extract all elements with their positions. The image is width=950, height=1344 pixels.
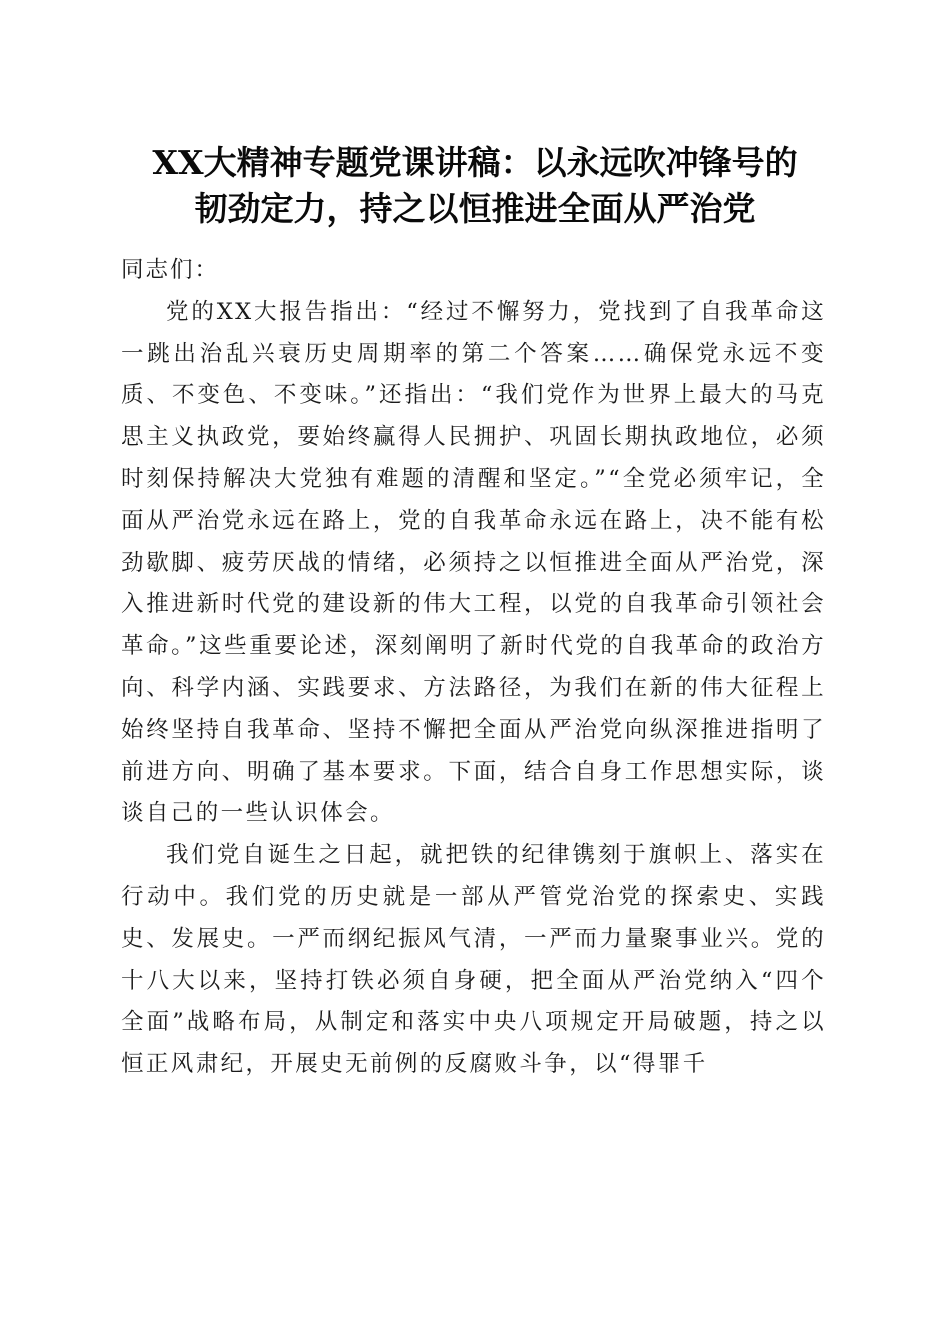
title-line-2: 韧劲定力，持之以恒推进全面从严治党 (194, 189, 756, 228)
paragraph: 我们党自诞生之日起，就把铁的纪律镌刻于旗帜上、落实在行动中。我们党的历史就是一部从严管党治党的探索史、实践史、发展史。一严而纲纪振风气清，一严而力量聚事业兴。党的十八大以来，坚持打铁必须自身硬，把全面从严治党纳入“四个全面”战略布局，从制定和落实中央八项规定开局破题，持之以恒正风肃纪，开展史无前例的反腐败斗争，以“得罪千 (121, 842, 826, 1078)
document-title (100, 140, 850, 232)
paragraph: 党的XX大报告指出：“经过不懈努力，党找到了自我革命这一跳出治乱兴衰历史周期率的第二个答案……确保党永远不变质、不变色、不变味。”还指出：“我们党作为世界上最大的马克思主义执政党，要始终赢得人民拥护、巩固长期执政地位，必须时刻保持解决大党独有难题的清醒和坚定。”“全党必须牢记，全面从严治党永远在路上，党的自我革命永远在路上，决不能有松劲歇脚、疲劳厌战的情绪，必须持之以恒推进全面从严治党，深入推进新时代党的建设新的伟大工程，以党的自我革命引领社会革命。”这些重要论述，深刻阐明了新时代党的自我革命的政治方向、科学内涵、实践要求、方法路径，为我们在新的伟大征程上始终坚持自我革命、坚持不懈把全面从严治党向纵深推进指明了前进方向、明确了基本要求。下面，结合自身工作思想实际，谈谈自己的一些认识体会。 (121, 298, 826, 827)
document-body (121, 250, 826, 1086)
title-line-1: XX大精神专题党课讲稿：以永远吹冲锋号的 (152, 143, 798, 182)
salutation: 同志们： (121, 257, 220, 283)
